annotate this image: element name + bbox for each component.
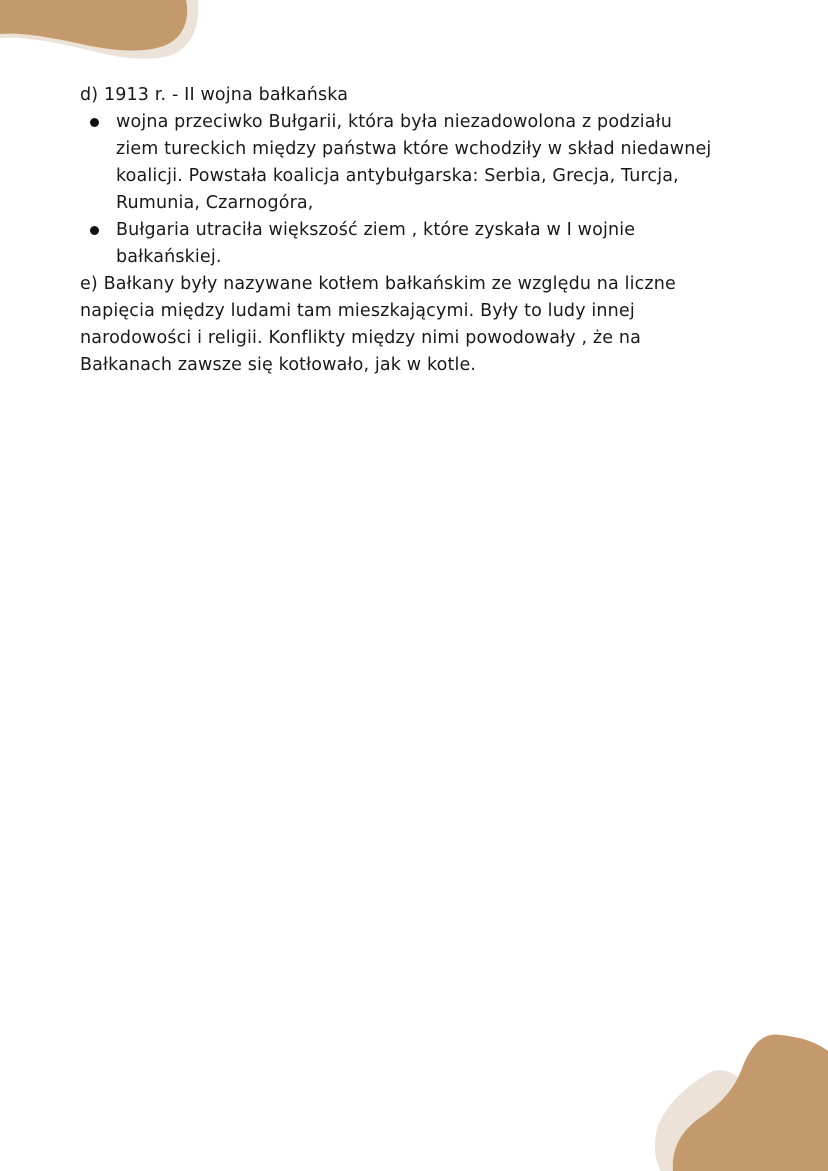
handwritten-note — [80, 82, 760, 379]
section-e-line-3: narodowości i religii. Konflikty między nimi powodowały , że na — [80, 328, 642, 348]
bottom-right-decorative-blob — [653, 1031, 828, 1171]
bullet-1-line-1: wojna przeciwko Bułgarii, która była niezadowolona z podziału — [116, 112, 673, 132]
section-e-line-4: Bałkanach zawsze się kotłowało, jak w kotle. — [80, 355, 477, 375]
bullet-point-icon — [90, 118, 99, 127]
bullet-2-line-2: bałkańskiej. — [116, 247, 222, 267]
bullet-point-icon — [90, 226, 99, 235]
bullet-item-1 — [80, 109, 760, 217]
section-e — [80, 271, 760, 379]
bullet-1-line-2: ziem tureckich między państwa które wchodziły w skład niedawnej — [116, 139, 712, 159]
section-d-heading: d) 1913 r. - II wojna bałkańska — [80, 85, 349, 105]
section-e-line-1: e) Bałkany były nazywane kotłem bałkańskim ze względu na liczne — [80, 274, 676, 294]
section-d — [80, 82, 760, 271]
bullet-item-2 — [80, 217, 760, 271]
bullet-2-line-1: Bułgaria utraciła większość ziem , które zyskała w I wojnie — [116, 220, 636, 240]
section-e-line-2: napięcia między ludami tam mieszkającymi. Były to ludy innej — [80, 301, 635, 321]
bullet-1-line-4: Rumunia, Czarnogóra, — [116, 193, 314, 213]
top-left-decorative-blob — [0, 0, 200, 62]
bullet-1-line-3: koalicji. Powstała koalicja antybułgarska: Serbia, Grecja, Turcja, — [116, 166, 679, 186]
top-left-blob-main — [0, 0, 187, 51]
section-d-bullet-list — [80, 109, 760, 271]
